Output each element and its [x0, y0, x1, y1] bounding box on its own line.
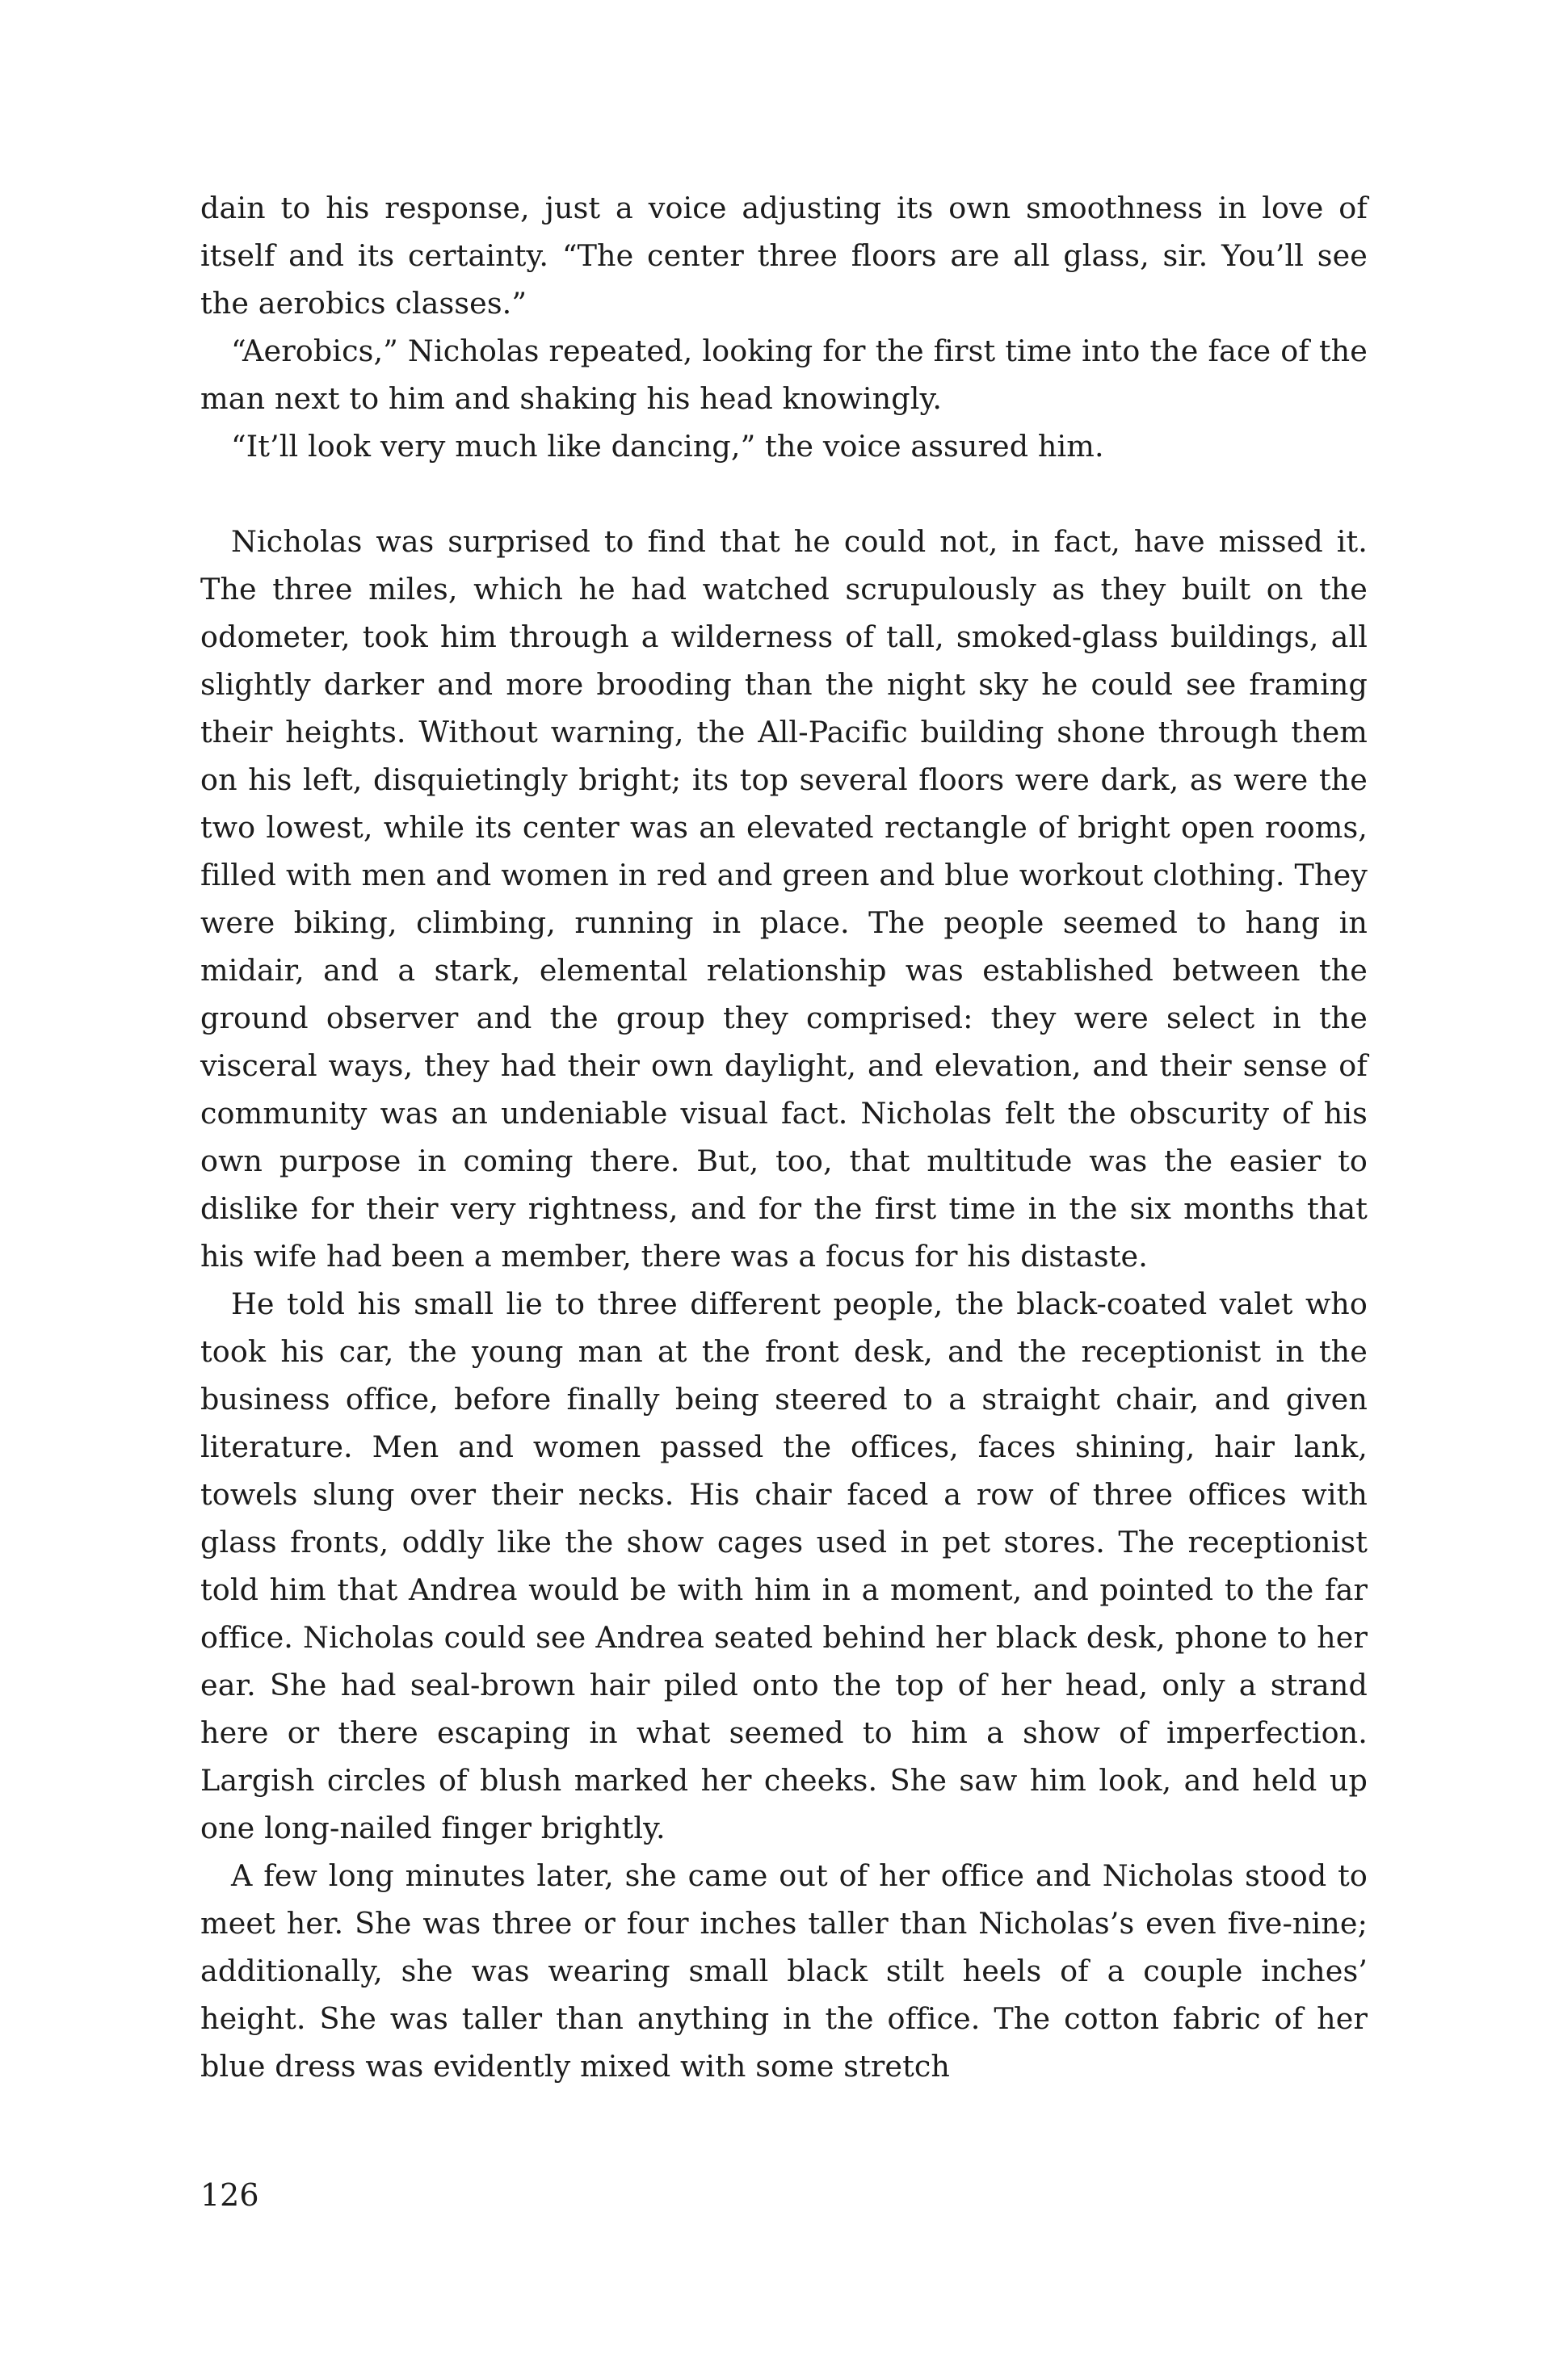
continued-paragraph: dain to his response, just a voice adjusting its own smoothness in love of itself and its certainty. “The center three floors are all glass, sir. You’ll see the aerobics classes.”: [200, 191, 1368, 321]
page-text-column: [200, 184, 1368, 2090]
body-paragraph-andrea: A few long minutes later, she came out of her office and Nicholas stood to meet her. She was three or four inches taller than Nicholas’s even five-nine; additionally, she was wearing small black stilt heels of a couple inches’ height. She was taller than anything in the office. The cotton fabric of her blue dress was evidently mixed with some stretch: [200, 1858, 1368, 2084]
dialogue-paragraph-aerobics: “Aerobics,” Nicholas repeated, looking for the first time into the face of the man next to him and shaking his head knowingly.: [200, 334, 1368, 416]
body-paragraph-building: Nicholas was surprised to find that he could not, in fact, have missed it. The three miles, which he had watched scrupulously as they built on the odometer, took him through a wilderness of tall, smoked-glass buildings, all slightly darker and more brooding than the night sky he could see framing their heights. Without warning, the All-Pacific building shone through them on his left, disquietingly bright; its top several floors were dark, as were the two lowest, while its center was an elevated rectangle of bright open rooms, filled with men and women in red and green and blue workout clothing. They were biking, climbing, running in place. The people seemed to hang in midair, and a stark, elemental relationship was established between the ground observer and the group they comprised: they were select in the visceral ways, they had their own daylight, and elevation, and their sense of community was an undeniable visual fact. Nicholas felt the obscurity of his own purpose in coming there. But, too, that multitude was the easier to dislike for their very rightness, and for the first time in the six months that his wife had been a member, there was a focus for his distaste.: [200, 524, 1368, 1274]
dialogue-paragraph-dancing: “It’ll look very much like dancing,” the voice assured him.: [231, 429, 1104, 464]
body-paragraph-office: He told his small lie to three different people, the black-coated valet who took his car, the young man at the front desk, and the receptionist in the business office, before finally being steered to a straight chair, and given literature. Men and women passed the offices, faces shining, hair lank, towels slung over their necks. His chair faced a row of three offices with glass fronts, oddly like the show cages used in pet stores. The receptionist told him that Andrea would be with him in a moment, and pointed to the far office. Nicholas could see Andrea seated behind her black desk, phone to her ear. She had seal-brown hair piled onto the top of her head, only a strand here or there escaping in what seemed to him a show of imperfection. Largish circles of blush marked her cheeks. She saw him look, and held up one long-nailed finger brightly.: [200, 1287, 1368, 1845]
section-break: [200, 470, 1368, 518]
page-number: 126: [200, 2177, 259, 2213]
